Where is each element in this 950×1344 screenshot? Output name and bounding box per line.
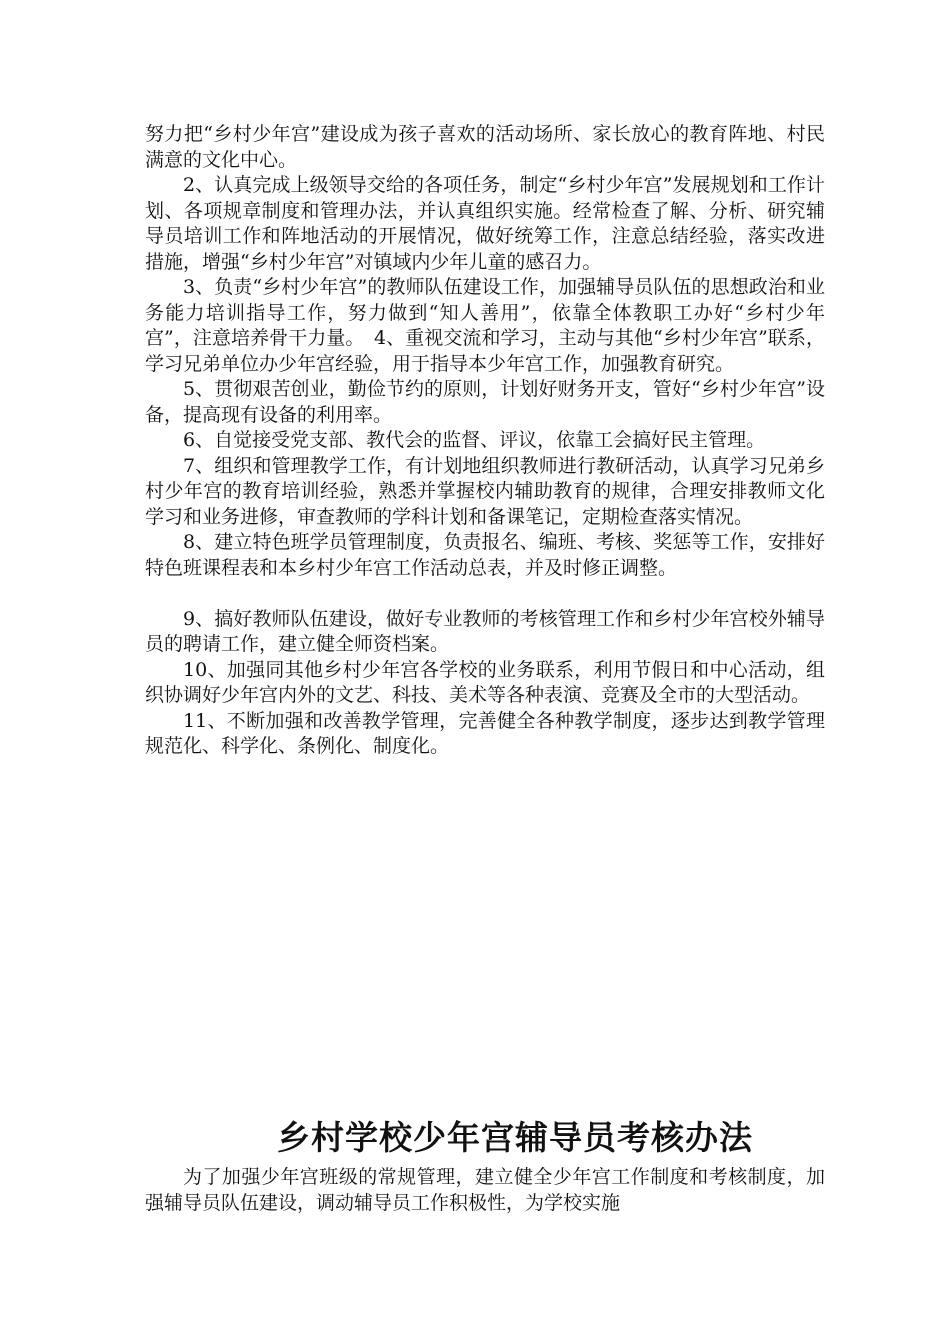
paragraph-item-3-4: 3、负责“乡村少年宫”的教师队伍建设工作，加强辅导员队伍的思想政治和业务能力培训指导工作，努力做到“知人善用”，依靠全体教职工办好“乡村少年宫”，注意培养骨干力量。 4、重视交流和学习，主动与其他“乡村少年宫”联系，学习兄弟单位办少年宫经验，用于指导本少年宫工作，加强教育研究。: [145, 276, 825, 375]
paragraph-item-10: 10、加强同其他乡村少年宫各学校的业务联系，利用节假日和中心活动，组织协调好少年宫内外的文艺、科技、美术等各种表演、竞赛及全市的大型活动。: [145, 658, 825, 706]
paragraph-item-7: 7、组织和管理教学工作，有计划地组织教师进行教研活动，认真学习兄弟乡村少年宫的教育培训经验，熟悉并掌握校内辅助教育的规律，合理安排教师文化学习和业务进修，审查教师的学科计划和备课笔记，定期检查落实情况。: [145, 454, 825, 528]
paragraph-item-8: 8、建立特色班学员管理制度，负责报名、编班、考核、奖惩等工作，安排好特色班课程表和本乡村少年宫工作活动总表，并及时修正调整。: [145, 531, 825, 579]
paragraph-spacer: [145, 581, 825, 607]
paragraph-item-11: 11、不断加强和改善教学管理，完善健全各种教学制度，逐步达到教学管理规范化、科学化、条例化、制度化。: [145, 709, 825, 757]
paragraph-item-5: 5、贯彻艰苦创业，勤俭节约的原则，计划好财务开支，管好“乡村少年宫”设备，提高现有设备的利用率。: [145, 378, 825, 426]
document-body: [145, 122, 825, 760]
paragraph-item-2: 2、认真完成上级领导交给的各项任务，制定“乡村少年宫”发展规划和工作计划、各项规章制度和管理办法，并认真组织实施。经常检查了解、分析、研究辅导员培训工作和阵地活动的开展情况，做好统筹工作，注意总结经验，落实改进措施，增强“乡村少年宫”对镇域内少年儿童的感召力。: [145, 174, 825, 273]
section-title: 乡村学校少年宫辅导员考核办法: [277, 1118, 753, 1157]
paragraph-item-6: 6、自觉接受党支部、教代会的监督、评议，依靠工会搞好民主管理。: [183, 429, 766, 451]
paragraph-intro-continued: 努力把“乡村少年宫”建设成为孩子喜欢的活动场所、家长放心的教育阵地、村民满意的文化中心。: [145, 123, 825, 171]
section-intro-block: [145, 1165, 825, 1216]
paragraph-item-9: 9、搞好教师队伍建设，做好专业教师的考核管理工作和乡村少年宫校外辅导员的聘请工作，建立健全师资档案。: [145, 607, 825, 655]
section-intro-paragraph: 为了加强少年宫班级的常规管理，建立健全少年宫工作制度和考核制度，加强辅导员队伍建设，调动辅导员工作积极性，为学校实施: [145, 1166, 825, 1214]
